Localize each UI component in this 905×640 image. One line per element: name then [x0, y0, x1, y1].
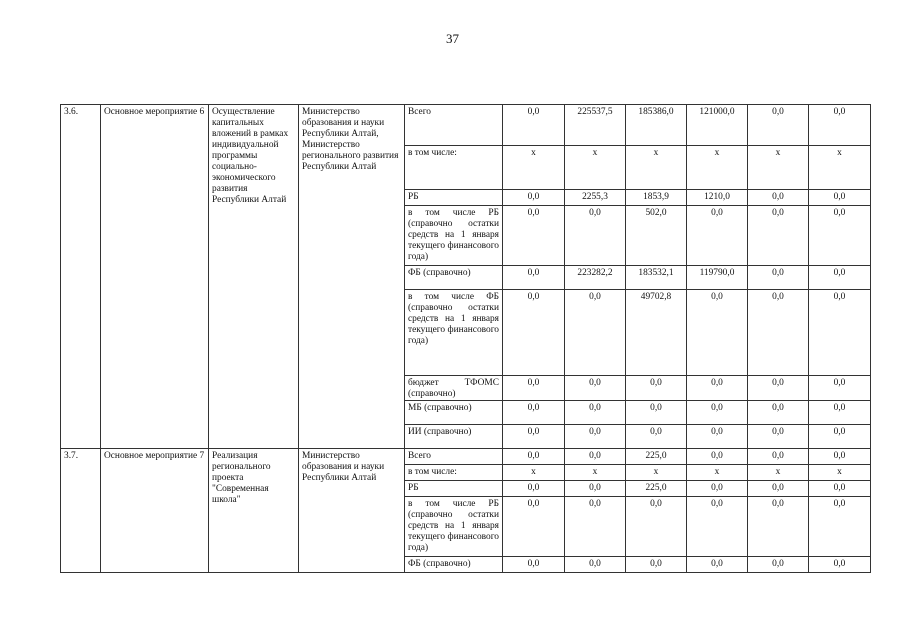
value-cell: 0,0 [687, 425, 748, 449]
value-cell: 49702,8 [626, 290, 687, 376]
value-cell: x [687, 465, 748, 481]
table-row [61, 105, 871, 146]
value-cell: 0,0 [503, 190, 565, 206]
funding-source: РБ [405, 190, 503, 206]
value-cell: 0,0 [687, 449, 748, 465]
value-cell: 0,0 [626, 497, 687, 557]
event-code: 3.7. [61, 449, 101, 573]
value-cell: 185386,0 [626, 105, 687, 146]
value-cell: 0,0 [626, 376, 687, 401]
value-cell: 0,0 [809, 376, 871, 401]
value-cell: 0,0 [809, 266, 871, 290]
value-cell: 0,0 [748, 425, 809, 449]
value-cell: 0,0 [748, 105, 809, 146]
funding-source: Всего [405, 105, 503, 146]
value-cell: x [565, 465, 626, 481]
value-cell: 0,0 [503, 425, 565, 449]
value-cell: 0,0 [809, 557, 871, 573]
funding-source: МБ (справочно) [405, 401, 503, 425]
value-cell: 0,0 [565, 481, 626, 497]
value-cell: 0,0 [503, 449, 565, 465]
value-cell: x [626, 465, 687, 481]
value-cell: 0,0 [503, 401, 565, 425]
budget-table [60, 104, 871, 573]
value-cell: x [565, 146, 626, 190]
funding-source: в том числе ФБ (справочно остатки средств на 1 января текущего финансового года) [405, 290, 503, 376]
value-cell: 119790,0 [687, 266, 748, 290]
value-cell: 225,0 [626, 449, 687, 465]
value-cell: 0,0 [503, 266, 565, 290]
value-cell: 0,0 [503, 105, 565, 146]
funding-source: в том числе РБ (справочно остатки средств на 1 января текущего финансового года) [405, 206, 503, 266]
value-cell: 121000,0 [687, 105, 748, 146]
value-cell: 0,0 [565, 557, 626, 573]
funding-source: ФБ (справочно) [405, 266, 503, 290]
value-cell: 0,0 [748, 290, 809, 376]
funding-source: ФБ (справочно) [405, 557, 503, 573]
value-cell: 0,0 [503, 206, 565, 266]
event-executor: Министерство образования и науки Республики Алтай [299, 449, 405, 573]
value-cell: 0,0 [687, 557, 748, 573]
value-cell: 225537,5 [565, 105, 626, 146]
value-cell: 0,0 [626, 557, 687, 573]
value-cell: 0,0 [809, 425, 871, 449]
event-executor: Министерство образования и науки Республики Алтай, Министерство регионального развития Республики Алтай [299, 105, 405, 449]
value-cell: x [809, 146, 871, 190]
value-cell: 0,0 [809, 481, 871, 497]
value-cell: 0,0 [748, 401, 809, 425]
value-cell: x [748, 465, 809, 481]
funding-source: Всего [405, 449, 503, 465]
value-cell: 0,0 [809, 206, 871, 266]
value-cell: 0,0 [565, 425, 626, 449]
value-cell: 0,0 [748, 376, 809, 401]
value-cell: 502,0 [626, 206, 687, 266]
value-cell: x [809, 465, 871, 481]
value-cell: 0,0 [809, 449, 871, 465]
value-cell: 1853,9 [626, 190, 687, 206]
value-cell: 0,0 [565, 497, 626, 557]
value-cell: 0,0 [565, 290, 626, 376]
value-cell: 0,0 [687, 206, 748, 266]
value-cell: 0,0 [748, 266, 809, 290]
funding-source: бюджет ТФОМС (справочно) [405, 376, 503, 401]
value-cell: 223282,2 [565, 266, 626, 290]
value-cell: 0,0 [748, 190, 809, 206]
value-cell: 0,0 [748, 206, 809, 266]
value-cell: 0,0 [503, 481, 565, 497]
value-cell: 0,0 [503, 376, 565, 401]
value-cell: 225,0 [626, 481, 687, 497]
value-cell: 0,0 [687, 376, 748, 401]
page-number: 37 [446, 31, 459, 46]
value-cell: 0,0 [809, 401, 871, 425]
funding-source: ИИ (справочно) [405, 425, 503, 449]
table-row [61, 449, 871, 465]
value-cell: 0,0 [687, 401, 748, 425]
value-cell: x [626, 146, 687, 190]
event-description: Реализация регионального проекта "Современная школа" [209, 449, 299, 573]
value-cell: 0,0 [748, 497, 809, 557]
value-cell: 0,0 [626, 425, 687, 449]
value-cell: 0,0 [809, 497, 871, 557]
value-cell: 0,0 [748, 481, 809, 497]
value-cell: 0,0 [809, 290, 871, 376]
value-cell: 0,0 [687, 290, 748, 376]
value-cell: 0,0 [748, 449, 809, 465]
funding-source: РБ [405, 481, 503, 497]
value-cell: 0,0 [565, 401, 626, 425]
value-cell: 0,0 [626, 401, 687, 425]
value-cell: 0,0 [503, 290, 565, 376]
value-cell: 2255,3 [565, 190, 626, 206]
value-cell: 183532,1 [626, 266, 687, 290]
value-cell: x [503, 146, 565, 190]
value-cell: 0,0 [565, 206, 626, 266]
funding-source: в том числе РБ (справочно остатки средств на 1 января текущего финансового года) [405, 497, 503, 557]
value-cell: 1210,0 [687, 190, 748, 206]
value-cell: x [503, 465, 565, 481]
value-cell: 0,0 [565, 449, 626, 465]
event-name: Основное мероприятие 6 [101, 105, 209, 449]
value-cell: x [748, 146, 809, 190]
event-name: Основное мероприятие 7 [101, 449, 209, 573]
value-cell: 0,0 [503, 497, 565, 557]
value-cell: 0,0 [565, 376, 626, 401]
value-cell: 0,0 [809, 105, 871, 146]
funding-source: в том числе: [405, 146, 503, 190]
value-cell: 0,0 [748, 557, 809, 573]
value-cell: 0,0 [687, 497, 748, 557]
value-cell: 0,0 [503, 557, 565, 573]
event-code: 3.6. [61, 105, 101, 449]
value-cell: 0,0 [687, 481, 748, 497]
value-cell: 0,0 [809, 190, 871, 206]
funding-source: в том числе: [405, 465, 503, 481]
event-description: Осуществление капитальных вложений в рамках индивидуальной программы социально-экономического развития Республики Алтай [209, 105, 299, 449]
value-cell: x [687, 146, 748, 190]
